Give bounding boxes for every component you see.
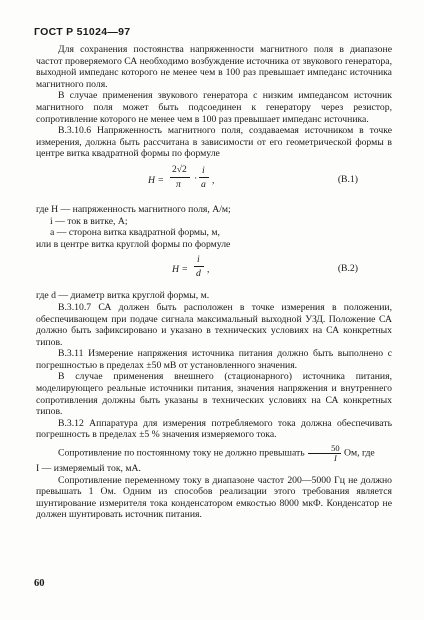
formula-numerator: i <box>197 254 200 266</box>
formula-lhs: H = <box>172 264 188 276</box>
paragraph: В.3.12 Аппаратура для измерения потребляемого тока должна обеспечивать погрешность в пределах ±5 % значения измеряемого тока. <box>36 417 392 441</box>
formula-denominator: d <box>196 268 201 280</box>
formula-comma: , <box>212 174 215 186</box>
paragraph: Сопротивление переменному току в диапазоне частот 200—5000 Гц не должно превышать 1 Ом. Одним из способов реализации этого требования является шунтирование измерителя тока конденсатором емкостью 8000 мкФ. Конденсатор не должен шунтировать источник питания. <box>36 474 392 521</box>
where-line: где H — напряженность магнитного поля, А/м; <box>36 203 231 215</box>
paragraph: В.3.11 Измерение напряжения источника питания должно быть выполнено с погрешностью в пределах ±50 мВ от установленного значения. <box>36 348 392 371</box>
formula-b1 <box>36 162 392 202</box>
fraction-line <box>194 266 204 267</box>
where-line: a — сторона витка квадратной формы, м, <box>50 227 220 239</box>
fraction-numerator: 50 <box>308 444 341 454</box>
equation-number: (В.1) <box>337 173 358 185</box>
formula-dot: · <box>194 172 198 184</box>
where-line: I — измеряемый ток, мА. <box>36 463 141 475</box>
where-line: или в центре витка круглой формы по формуле <box>36 238 231 250</box>
formula-denominator: a <box>201 178 206 190</box>
paragraph: В.3.10.6 Напряженность магнитного поля, создаваемая источником в точке измерения, должна быть рассчитана в зависимости от его геометрической формы в центре витка квадратной формы по формуле <box>36 125 392 160</box>
resistance-text: Ом, где <box>344 447 375 459</box>
formula-denominator: π <box>176 178 181 190</box>
document-body <box>36 44 392 521</box>
paragraph: В случае применения звукового генератора с низким импедансом источник магнитного поля может быть подсоединен к генератору через резистор, сопротивление которого не менее чем в 100 раз превышает импеданс источника. <box>36 90 392 125</box>
inline-fraction <box>308 444 341 463</box>
fraction-denominator: I <box>333 453 337 464</box>
where-line: где d — диаметр витка круглой формы, м. <box>36 290 210 302</box>
fraction-line <box>199 177 209 178</box>
formula-b2 <box>36 252 392 288</box>
paragraph: В.3.10.7 СА должен быть расположен в точке измерения в положении, обеспечивающем при подаче сигнала максимальный выходной УЗД. Положение СА должно быть зафиксировано и указано в технических условиях на СА конкретных типов. <box>36 301 392 348</box>
resistance-paragraph <box>36 444 392 463</box>
where-line: i — ток в витке, А; <box>50 215 128 227</box>
resistance-text: Сопротивление по постоянному току не должно превышать <box>58 447 305 459</box>
document-header: ГОСТ Р 51024—97 <box>34 26 131 38</box>
equation-number: (В.2) <box>337 263 358 275</box>
paragraph: В случае применения внешнего (стационарного) источника питания, моделирующего реальные источники питания, значения напряжения и внутреннего сопротивления должны быть указаны в технических условиях на СА конкретных типов. <box>36 371 392 418</box>
formula-comma: , <box>207 264 210 276</box>
paragraph: Для сохранения постоянства напряженности магнитного поля в диапазоне частот проверяемого СА необходимо возбуждение источника от звукового генератора, выходной импеданс которого не менее чем в 100 раз превышает импеданс источника магнитного поля. <box>36 44 392 90</box>
page-number: 60 <box>34 578 45 589</box>
formula-lhs: H = <box>148 174 164 186</box>
formula-numerator: 2√2 <box>172 164 187 175</box>
formula-numerator: i <box>202 164 205 176</box>
fraction-line <box>170 177 190 178</box>
